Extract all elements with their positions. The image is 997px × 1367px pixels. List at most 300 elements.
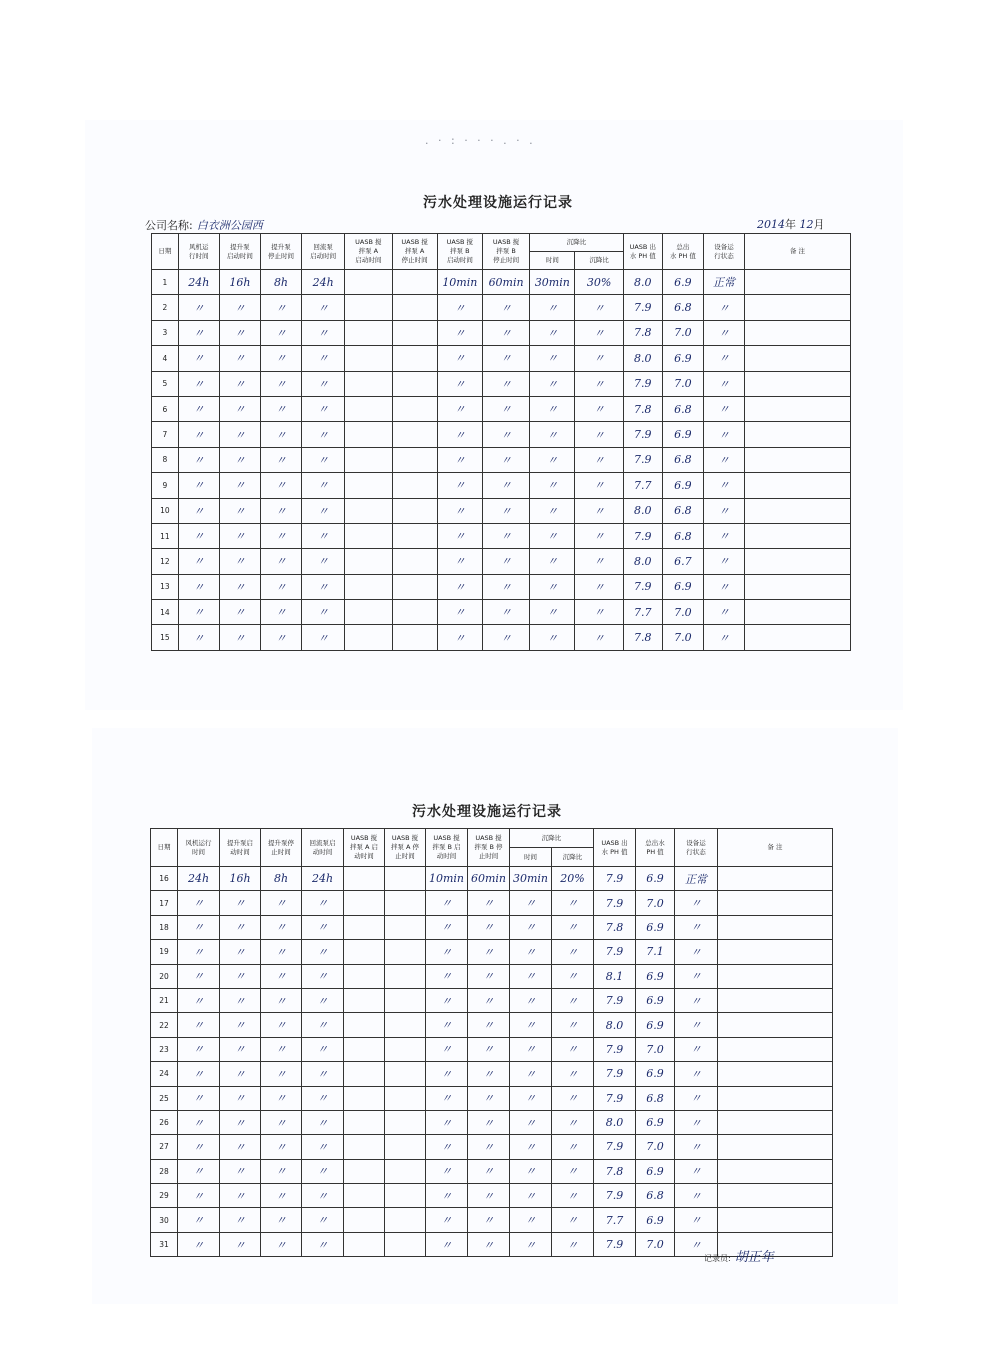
cell-settleTime: 〃 [510,1037,552,1061]
cell-settleRatio: 〃 [575,320,623,345]
cell-uasbAStart [345,320,392,345]
cell-uasbPh: 8.0 [623,549,662,574]
cell-pumpStart: 〃 [220,1062,261,1086]
cell-pumpStop: 〃 [261,915,302,939]
cell-fan: 〃 [178,396,219,421]
cell-pumpStart: 〃 [219,295,260,320]
cell-uasbAStop [385,940,426,964]
cell-pumpStart: 〃 [220,1159,261,1183]
cell-uasbBStart: 〃 [426,1208,468,1232]
cell-settleRatio: 〃 [552,1037,594,1061]
cell-uasbBStop: 〃 [468,1159,510,1183]
cell-uasbAStop [392,422,437,447]
record-sheet-1 [85,120,903,710]
cell-uasbBStop: 〃 [468,1062,510,1086]
cell-pumpStop: 〃 [260,295,301,320]
cell-uasbBStop: 〃 [482,523,529,548]
cell-pumpStop: 〃 [261,891,302,915]
cell-uasbBStart: 〃 [437,625,482,650]
table-row [152,549,851,574]
cell-date: 23 [151,1037,178,1061]
cell-refluxStart: 24h [302,867,344,891]
cell-uasbPh: 7.9 [623,422,662,447]
cell-status: 〃 [675,1086,718,1110]
cell-status: 〃 [703,523,744,548]
cell-pumpStop: 〃 [261,1159,302,1183]
cell-date: 28 [151,1159,178,1183]
cell-uasbBStart: 〃 [437,396,482,421]
cell-uasbBStart: 〃 [437,295,482,320]
cell-remark [745,549,851,574]
cell-settleRatio: 〃 [575,574,623,599]
cell-refluxStart: 〃 [302,523,345,548]
header-text-line: 沉降比 [541,833,562,842]
cell-pumpStop: 〃 [261,1184,302,1208]
cell-status: 〃 [703,295,744,320]
header-row [152,234,851,252]
header-text-line: 行时间 [189,251,209,260]
cell-totalPh: 7.0 [636,1232,675,1256]
cell-settleTime: 〃 [510,1184,552,1208]
cell-date: 26 [151,1110,178,1134]
cell-uasbPh: 7.8 [594,915,636,939]
cell-remark [745,498,851,523]
table-row [151,1062,833,1086]
cell-settleRatio: 〃 [552,940,594,964]
cell-fan: 〃 [178,625,219,650]
header-text-line: 止时间 [271,847,291,856]
cell-status: 〃 [675,1013,718,1037]
col-header-uasb-a-start [345,234,392,270]
cell-fan: 〃 [178,1208,220,1232]
cell-uasbBStart: 〃 [437,371,482,396]
cell-remark [745,523,851,548]
header-text-line: 沉降比 [589,256,609,264]
cell-settleRatio: 〃 [552,1135,594,1159]
col-header-fan-runtime [178,829,220,867]
table-row [152,574,851,599]
header-text-line: 行状态 [686,847,706,856]
cell-uasbPh: 7.9 [623,447,662,472]
cell-date: 3 [152,320,179,345]
cell-remark [718,867,833,891]
cell-uasbAStart [345,396,392,421]
cell-fan: 〃 [178,422,219,447]
cell-uasbBStop: 〃 [482,295,529,320]
cell-uasbAStop [385,1208,426,1232]
cell-uasbBStop: 〃 [482,574,529,599]
cell-status: 〃 [675,1062,718,1086]
cell-totalPh: 6.8 [662,498,703,523]
cell-remark [718,1037,833,1061]
header-text-line: 提升泵 [230,242,250,251]
cell-uasbBStart: 〃 [426,964,468,988]
cell-date: 20 [151,964,178,988]
recorder-signature: 胡正年 [734,1250,774,1265]
table-row [152,498,851,523]
col-header-lift-pump-stop [260,234,301,270]
sheet-title: 污水处理设施运行记录 [423,195,573,211]
cell-uasbAStart [344,1135,385,1159]
table-row [151,915,833,939]
col-header-uasb-ph [623,234,662,270]
cell-uasbPh: 7.7 [594,1208,636,1232]
header-text-line: 拌泵 A 停 [390,843,420,851]
header-text-line: 启动时间 [310,251,337,260]
cell-settleRatio: 〃 [575,549,623,574]
cell-uasbAStart [344,988,385,1012]
cell-settleRatio: 〃 [552,1110,594,1134]
header-text-line: 拌泵 B 启 [432,843,461,851]
table-row [152,270,851,295]
table-row [151,964,833,988]
cell-uasbPh: 8.0 [623,498,662,523]
cell-settleTime: 〃 [510,1110,552,1134]
col-header-uasb-b-stop [468,829,510,867]
cell-uasbAStart [345,422,392,447]
cell-pumpStart: 〃 [220,964,261,988]
header-text-line: 拌泵 B [496,247,516,255]
cell-pumpStop: 〃 [260,346,301,371]
header-text-line: UASB 搅 [475,834,502,842]
cell-status: 〃 [703,447,744,472]
cell-remark [745,447,851,472]
cell-date: 31 [151,1232,178,1256]
recorder-label: 记录员: [704,1254,731,1263]
cell-uasbAStart [345,600,392,625]
cell-uasbPh: 7.7 [623,600,662,625]
cell-uasbBStop: 〃 [482,447,529,472]
table-row [151,1159,833,1183]
cell-fan: 〃 [178,1037,220,1061]
header-text-line: UASB 出 [629,242,656,251]
cell-refluxStart: 〃 [302,422,345,447]
cell-uasbBStop: 〃 [468,891,510,915]
header-text-line: 启动时间 [226,251,253,260]
cell-status: 〃 [703,574,744,599]
cell-uasbBStop: 〃 [482,473,529,498]
cell-totalPh: 6.8 [636,1184,675,1208]
cell-pumpStart: 〃 [220,1037,261,1061]
cell-refluxStart: 〃 [302,1037,344,1061]
year-month-line [757,216,825,232]
cell-settleRatio: 〃 [575,295,623,320]
cell-pumpStart: 〃 [219,422,260,447]
cell-fan: 〃 [178,447,219,472]
cell-date: 8 [152,447,179,472]
cell-uasbBStop: 〃 [482,498,529,523]
cell-pumpStart: 〃 [220,940,261,964]
cell-uasbBStop: 〃 [468,1135,510,1159]
cell-uasbBStop: 60min [468,867,510,891]
cell-uasbAStart [345,523,392,548]
cell-totalPh: 6.9 [662,270,703,295]
cell-refluxStart: 〃 [302,1062,344,1086]
cell-uasbAStop [392,625,437,650]
cell-pumpStart: 〃 [219,320,260,345]
table-row [152,371,851,396]
cell-totalPh: 6.9 [662,473,703,498]
cell-date: 6 [152,396,179,421]
cell-settleRatio: 〃 [575,371,623,396]
company-name-handwritten: 白衣洲公园西 [196,219,263,232]
cell-settleTime: 〃 [510,1062,552,1086]
cell-uasbPh: 8.0 [623,270,662,295]
cell-uasbPh: 7.9 [594,891,636,915]
cell-pumpStop: 〃 [261,940,302,964]
cell-remark [718,1086,833,1110]
cell-pumpStop: 〃 [261,964,302,988]
cell-settleTime: 30min [510,867,552,891]
cell-totalPh: 7.0 [662,371,703,396]
col-header-equipment-status [675,829,718,867]
cell-settleTime: 〃 [510,1086,552,1110]
cell-uasbAStart [344,867,385,891]
cell-uasbAStop [385,891,426,915]
cell-settleRatio: 〃 [575,600,623,625]
operation-record-table [151,233,851,651]
cell-fan: 〃 [178,1135,220,1159]
cell-settleTime: 〃 [530,422,575,447]
header-text-line: 启动时间 [446,256,473,264]
cell-status: 〃 [675,1110,718,1134]
cell-totalPh: 6.8 [662,396,703,421]
cell-totalPh: 6.9 [636,1159,675,1183]
cell-uasbAStart [344,915,385,939]
cell-date: 7 [152,422,179,447]
cell-uasbPh: 7.9 [594,1135,636,1159]
cell-totalPh: 6.9 [636,964,675,988]
cell-remark [718,988,833,1012]
cell-date: 9 [152,473,179,498]
header-text-line: 回流泵 [313,242,333,251]
cell-remark [718,1062,833,1086]
table-body [151,867,833,1257]
cell-remark [745,422,851,447]
cell-settleTime: 〃 [510,915,552,939]
cell-uasbAStart [344,1013,385,1037]
cell-uasbAStop [392,447,437,472]
cell-uasbBStart: 〃 [437,600,482,625]
header-text-line: 拌泵 A [358,247,379,255]
scan-dots: . · : · · · . · . [425,134,536,147]
cell-remark [718,1110,833,1134]
cell-refluxStart: 〃 [302,1159,344,1183]
cell-settleTime: 〃 [530,396,575,421]
cell-status: 〃 [675,988,718,1012]
cell-totalPh: 6.9 [636,988,675,1012]
cell-settleTime: 〃 [530,320,575,345]
cell-uasbAStart [344,1159,385,1183]
cell-uasbAStop [392,295,437,320]
header-text-line: 时间 [545,256,559,264]
cell-uasbAStop [385,1184,426,1208]
cell-status: 〃 [675,1208,718,1232]
cell-pumpStop: 〃 [261,1135,302,1159]
cell-refluxStart: 〃 [302,371,345,396]
col-header-settling-ratio-group [510,829,594,848]
cell-date: 12 [152,549,179,574]
col-header-settling-ratio [552,848,594,867]
cell-uasbBStart: 〃 [426,1135,468,1159]
header-text-line: 拌泵 A [404,247,425,255]
header-text-line: 止时间 [478,852,499,860]
cell-uasbBStart: 〃 [426,891,468,915]
cell-refluxStart: 〃 [302,988,344,1012]
cell-pumpStart: 〃 [220,1135,261,1159]
cell-totalPh: 6.8 [662,295,703,320]
cell-uasbAStart [345,574,392,599]
cell-date: 22 [151,1013,178,1037]
cell-status: 〃 [675,940,718,964]
cell-refluxStart: 〃 [302,396,345,421]
table-row [152,625,851,650]
cell-refluxStart: 〃 [302,891,344,915]
cell-uasbBStart: 〃 [437,320,482,345]
cell-pumpStart: 〃 [219,396,260,421]
cell-uasbAStop [385,915,426,939]
cell-uasbBStop: 60min [482,270,529,295]
cell-uasbPh: 7.9 [623,523,662,548]
cell-pumpStart: 〃 [219,523,260,548]
cell-settleTime: 30min [530,270,575,295]
header-text-line: 设备运 [714,242,734,251]
cell-refluxStart: 〃 [302,1208,344,1232]
col-header-settling-time [530,252,575,270]
cell-uasbPh: 7.9 [623,574,662,599]
header-text-line: 日期 [157,843,171,851]
col-header-uasb-a-stop [385,829,426,867]
header-text-line: 动时间 [436,852,457,860]
cell-date: 15 [152,625,179,650]
cell-settleTime: 〃 [530,523,575,548]
cell-settleTime: 〃 [510,964,552,988]
col-header-settling-ratio [575,252,623,270]
cell-uasbAStop [392,600,437,625]
col-header-total-ph [636,829,675,867]
cell-status: 〃 [675,891,718,915]
cell-remark [745,574,851,599]
cell-refluxStart: 〃 [302,915,344,939]
cell-status: 〃 [703,549,744,574]
table-row [152,473,851,498]
header-text-line: 提升泵启 [227,838,253,847]
cell-refluxStart: 〃 [302,940,344,964]
header-text-line: 沉降比 [562,852,583,861]
cell-settleRatio: 〃 [552,1159,594,1183]
cell-uasbAStart [345,295,392,320]
cell-remark [718,940,833,964]
header-text-line: 停止时间 [493,256,520,264]
cell-totalPh: 6.9 [662,422,703,447]
cell-pumpStop: 〃 [260,523,301,548]
cell-settleTime: 〃 [530,549,575,574]
cell-uasbBStop: 〃 [468,1110,510,1134]
cell-uasbAStart [345,371,392,396]
header-text-line: 启动时间 [355,256,382,264]
cell-totalPh: 6.7 [662,549,703,574]
cell-uasbPh: 7.9 [594,940,636,964]
cell-uasbAStart [345,447,392,472]
cell-date: 10 [152,498,179,523]
cell-uasbAStop [392,473,437,498]
cell-refluxStart: 〃 [302,1013,344,1037]
cell-uasbAStart [345,625,392,650]
cell-pumpStart: 〃 [219,447,260,472]
col-header-uasb-b-start [437,234,482,270]
cell-fan: 〃 [178,1232,220,1256]
cell-remark [718,1159,833,1183]
cell-refluxStart: 〃 [302,964,344,988]
cell-uasbAStop [385,1110,426,1134]
cell-settleRatio: 30% [575,270,623,295]
cell-settleRatio: 〃 [552,1208,594,1232]
cell-settleRatio: 〃 [552,915,594,939]
cell-date: 21 [151,988,178,1012]
header-text-line: 时间 [192,847,205,856]
cell-refluxStart: 〃 [302,549,345,574]
header-text-line: 风机运 [189,242,209,251]
cell-settleRatio: 〃 [552,1232,594,1256]
cell-settleTime: 〃 [530,371,575,396]
cell-uasbBStop: 〃 [482,422,529,447]
cell-status: 〃 [703,600,744,625]
cell-totalPh: 7.0 [662,320,703,345]
header-text-line: UASB 搅 [355,238,382,246]
cell-settleRatio: 〃 [552,1013,594,1037]
cell-fan: 〃 [178,988,220,1012]
col-header-remark [718,829,833,867]
cell-uasbBStart: 〃 [426,1110,468,1134]
cell-pumpStart: 〃 [220,1110,261,1134]
col-header-equipment-status [703,234,744,270]
cell-pumpStart: 〃 [220,1232,261,1256]
cell-uasbAStop [385,1232,426,1256]
cell-remark [718,915,833,939]
cell-remark [745,473,851,498]
table-row [151,1110,833,1134]
cell-uasbBStop: 〃 [468,1232,510,1256]
cell-pumpStop: 〃 [260,600,301,625]
cell-uasbPh: 7.9 [594,1062,636,1086]
col-header-remark [745,234,851,270]
cell-pumpStop: 〃 [261,1062,302,1086]
cell-settleRatio: 〃 [575,422,623,447]
cell-date: 27 [151,1135,178,1159]
table-row [152,447,851,472]
cell-refluxStart: 〃 [302,346,345,371]
cell-totalPh: 7.0 [662,625,703,650]
col-header-uasb-a-start [344,829,385,867]
cell-remark [718,1208,833,1232]
cell-pumpStart: 〃 [220,1086,261,1110]
cell-refluxStart: 〃 [302,625,345,650]
cell-uasbAStop [385,988,426,1012]
cell-uasbAStop [392,270,437,295]
cell-uasbBStop: 〃 [482,320,529,345]
cell-uasbBStart: 〃 [437,549,482,574]
cell-date: 29 [151,1184,178,1208]
cell-uasbPh: 7.8 [623,320,662,345]
cell-uasbAStop [385,1135,426,1159]
cell-refluxStart: 24h [302,270,345,295]
cell-uasbBStop: 〃 [482,549,529,574]
cell-pumpStop: 〃 [260,625,301,650]
cell-uasbPh: 7.9 [594,988,636,1012]
cell-fan: 〃 [178,549,219,574]
cell-uasbBStart: 〃 [437,523,482,548]
cell-date: 17 [151,891,178,915]
